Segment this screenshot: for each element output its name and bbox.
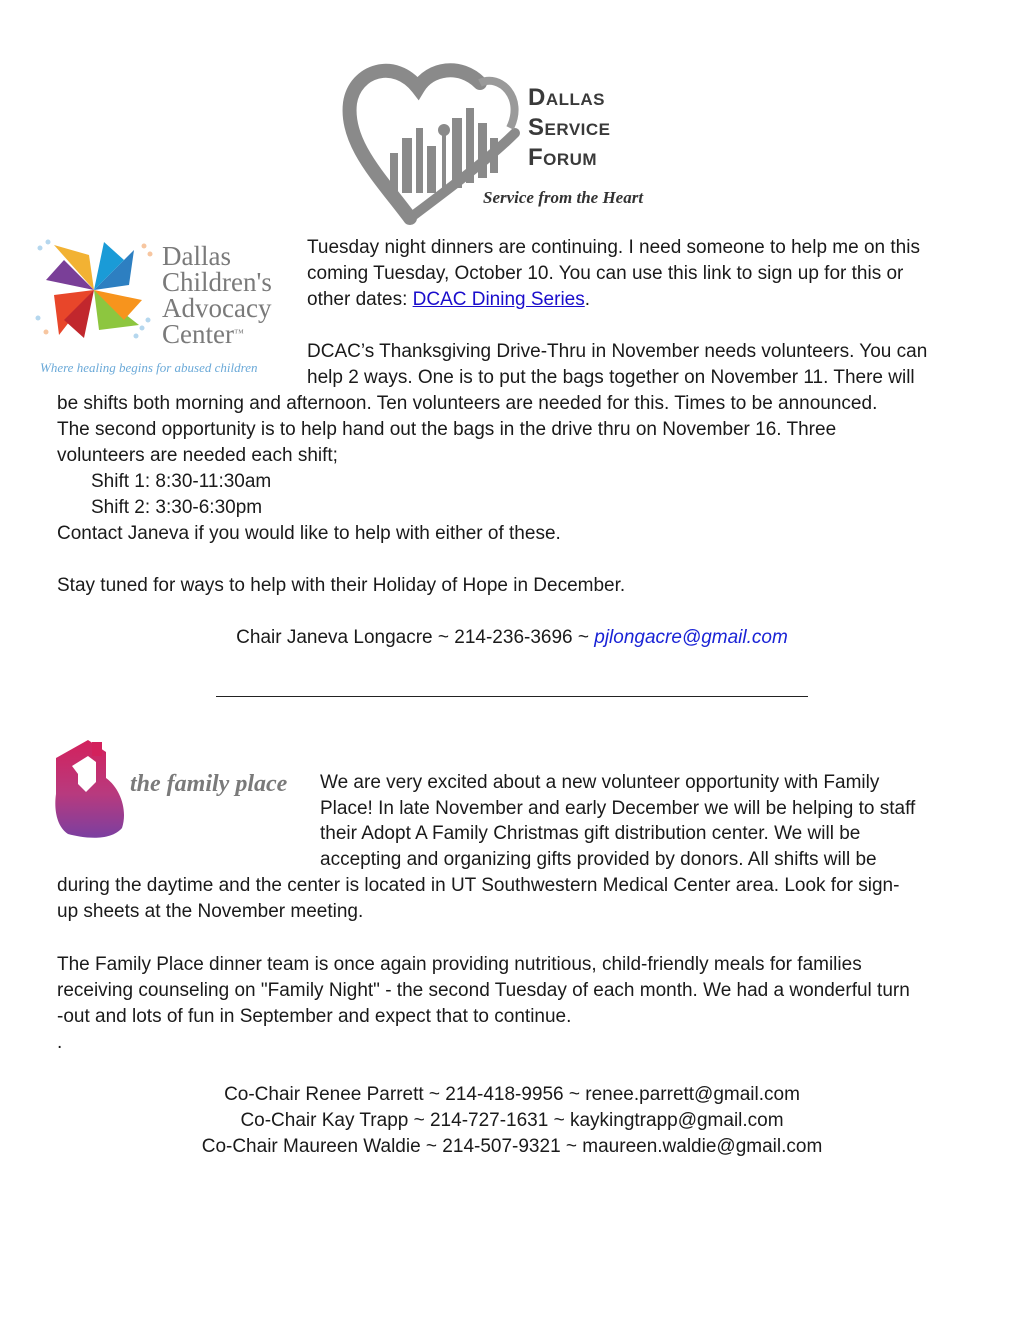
- dcac-word-1: Dallas: [162, 241, 231, 271]
- family-p2-line2: receiving counseling on "Family Night" - the second Tuesday of each month. We had a wonderful turn: [57, 980, 910, 1001]
- family-p1-line1: We are very excited about a new volunteer opportunity with Family: [320, 772, 880, 793]
- family-p1-line3: their Adopt A Family Christmas gift distribution center. We will be: [320, 823, 861, 844]
- cochair-renee: Co-Chair Renee Parrett ~ 214-418-9956 ~ renee.parrett@gmail.com: [224, 1084, 800, 1105]
- family-place-logo: [48, 738, 304, 844]
- dcac-p1-line3-suffix: .: [584, 289, 591, 310]
- dcac-word-3: Advocacy: [162, 293, 272, 323]
- dcac-dining-series-link[interactable]: DCAC Dining Series: [412, 289, 585, 310]
- dcac-contact: Contact Janeva if you would like to help with either of these.: [57, 523, 561, 544]
- shift-1: Shift 1: 8:30-11:30am: [91, 471, 272, 492]
- dcac-p2-line4: The second opportunity is to help hand out the bags in the drive thru on November 16. Three: [57, 419, 837, 440]
- cochair-kay: Co-Chair Kay Trapp ~ 214-727-1631 ~ kaykingtrapp@gmail.com: [240, 1110, 784, 1131]
- dcac-word-4-text: Center: [162, 319, 234, 349]
- logo-tagline: Service from the Heart: [483, 188, 644, 207]
- family-dot: .: [57, 1032, 63, 1053]
- dcac-chair-email-link[interactable]: pjlongacre@gmail.com: [594, 627, 788, 648]
- dcac-word-2: Children's: [162, 267, 272, 297]
- house-heart-icon: [48, 738, 130, 842]
- dcac-p3: Stay tuned for ways to help with their Holiday of Hope in December.: [57, 575, 626, 596]
- dcac-p1-line3-prefix: other dates:: [307, 289, 413, 310]
- dcac-logo: [32, 226, 292, 378]
- logo-word-forum: Forum: [528, 144, 598, 171]
- dcac-tagline: Where healing begins for abused children: [40, 360, 258, 375]
- family-p1-line5: during the daytime and the center is located in UT Southwestern Medical Center area. Look for sign-: [57, 875, 900, 896]
- trademark-mark: ™: [233, 328, 244, 339]
- dallas-service-forum-logo: [340, 58, 680, 226]
- family-place-wordmark: the family place: [130, 771, 288, 797]
- logo-word-service: Service: [528, 114, 611, 141]
- dcac-p2-line3: be shifts both morning and afternoon. Ten volunteers are needed for this. Times to be announced.: [57, 393, 878, 414]
- family-p1-line4: accepting and organizing gifts provided by donors. All shifts will be: [320, 849, 877, 870]
- dcac-p1-line3: [307, 287, 590, 313]
- pinwheel-icon: [32, 228, 157, 348]
- family-p2-line1: The Family Place dinner team is once again providing nutritious, child-friendly meals for families: [57, 954, 862, 975]
- family-p2-line3: -out and lots of fun in September and expect that to continue.: [57, 1006, 572, 1027]
- cochair-maureen: Co-Chair Maureen Waldie ~ 214-507-9321 ~ maureen.waldie@gmail.com: [201, 1136, 823, 1157]
- dcac-p2-line5: volunteers are needed each shift;: [57, 445, 338, 466]
- shift-2: Shift 2: 3:30-6:30pm: [91, 497, 263, 518]
- dcac-chair-line: [0, 625, 1024, 651]
- dcac-p2-line1: DCAC’s Thanksgiving Drive-Thru in November needs volunteers. You can: [307, 341, 928, 362]
- dcac-p1-line2: coming Tuesday, October 10. You can use this link to sign up for this or: [307, 263, 904, 284]
- section-divider: [216, 696, 808, 697]
- dcac-p2-line2: help 2 ways. One is to put the bags together on November 11. There will: [307, 367, 915, 388]
- dcac-p1-line1: Tuesday night dinners are continuing. I need someone to help me on this: [307, 237, 920, 258]
- dcac-word-4: [162, 321, 244, 347]
- logo-word-dallas: Dallas: [528, 84, 605, 111]
- family-p1-line6: up sheets at the November meeting.: [57, 901, 364, 922]
- family-p1-line2: Place! In late November and early December we will be helping to staff: [320, 798, 916, 819]
- dcac-chair-text: Chair Janeva Longacre ~ 214-236-3696 ~: [236, 627, 595, 648]
